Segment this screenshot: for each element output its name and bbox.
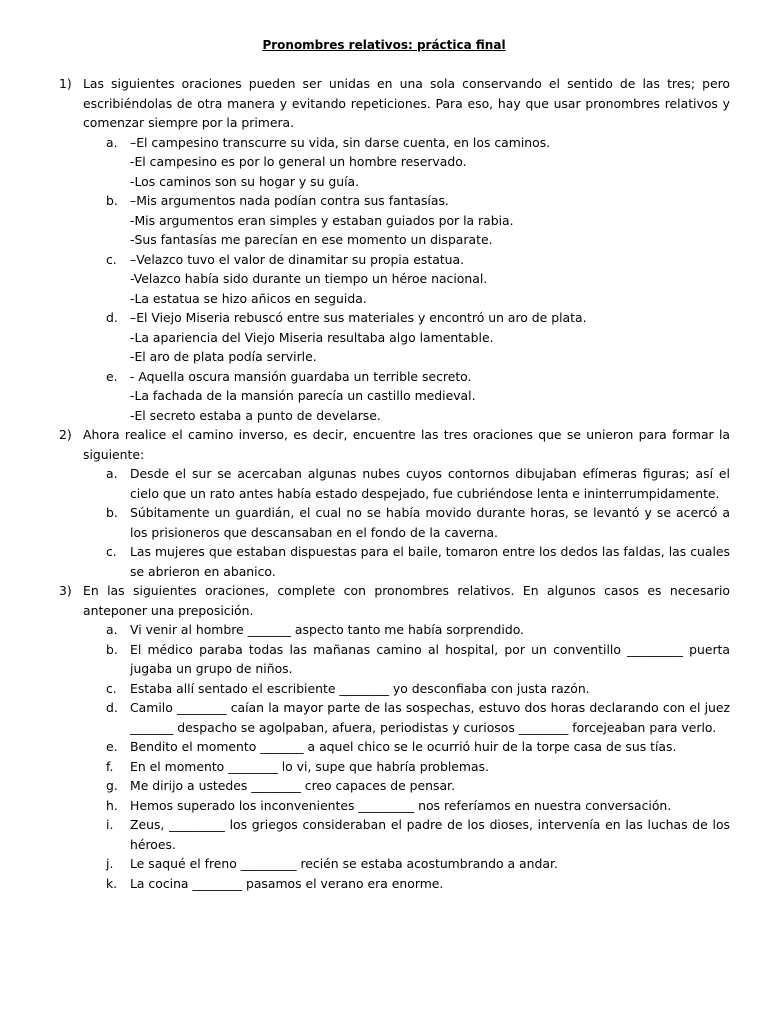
item-text: -Velazco había sido durante un tiempo un héroe nacional.	[130, 271, 488, 286]
exercise-item	[58, 698, 730, 737]
item-letter: b.	[106, 193, 118, 208]
item-text: Hemos superado los inconvenientes _________ nos referíamos en nuestra conversación.	[130, 797, 672, 813]
exercise-item	[58, 776, 730, 796]
item-text: –El Viejo Miseria rebuscó entre sus materiales y encontró un aro de plata.	[130, 310, 587, 325]
section-instructions: Las siguientes oraciones pueden ser unidas en una sola conservando el sentido de las tres; pero escribiéndolas de otra manera y evitando repeticiones. Para eso, hay que usar pronombres relativos y comenzar siempre por la primera.	[83, 76, 730, 130]
item-letter: a.	[106, 466, 118, 481]
item-text: -El aro de plata podía servirle.	[130, 349, 317, 364]
item-letter: d.	[106, 700, 118, 715]
item-text: Le saqué el freno _________ recién se estaba acostumbrando a andar.	[130, 856, 558, 871]
item-text: Las mujeres que estaban dispuestas para el baile, tomaron entre los dedos las faldas, las cuales se abrieron en abanico.	[130, 544, 730, 579]
item-letter: j.	[106, 856, 114, 871]
exercise-section	[58, 425, 730, 464]
item-text: Estaba allí sentado el escribiente ________ yo desconfiaba con justa razón.	[130, 680, 590, 696]
item-text: Súbitamente un guardián, el cual no se había movido durante horas, se levantó y se acercó a los prisioneros que descansaban en el fondo de la caverna.	[130, 505, 730, 540]
item-letter: e.	[106, 368, 118, 384]
item-text: -La estatua se hizo añicos en seguida.	[130, 290, 367, 306]
exercise-section	[58, 74, 730, 133]
exercise-item	[58, 796, 730, 816]
item-text: -Los caminos son su hogar y su guía.	[130, 173, 360, 189]
exercise-item	[58, 367, 730, 426]
exercise-list	[58, 74, 730, 893]
exercise-item	[58, 737, 730, 757]
item-letter: c.	[106, 544, 117, 559]
item-text: –Velazco tuvo el valor de dinamitar su propia estatua.	[130, 251, 465, 267]
item-text: –El campesino transcurre su vida, sin darse cuenta, en los caminos.	[130, 134, 551, 150]
exercise-section	[58, 581, 730, 620]
item-text: Vi venir al hombre _______ aspecto tanto me había sorprendido.	[130, 622, 524, 637]
item-text: -La fachada de la mansión parecía un castillo medieval.	[130, 388, 476, 403]
section-instructions: Ahora realice el camino inverso, es decir, encuentre las tres oraciones que se unieron para formar la siguiente:	[83, 427, 730, 462]
item-text: Zeus, _________ los griegos consideraban el padre de los dioses, intervenía en las luchas de los héroes.	[130, 817, 730, 852]
item-letter: e.	[106, 739, 118, 754]
item-text: -El campesino es por lo general un hombre reservado.	[130, 154, 467, 169]
exercise-item	[58, 815, 730, 854]
section-number: 1)	[59, 76, 72, 91]
exercise-item	[58, 503, 730, 542]
exercise-item	[58, 874, 730, 894]
item-letter: b.	[106, 641, 118, 657]
item-letter: a.	[106, 134, 118, 150]
item-text: Bendito el momento _______ a aquel chico se le ocurrió huir de la torpe casa de sus tías.	[130, 739, 677, 754]
item-letter: c.	[106, 680, 117, 696]
exercise-item	[58, 854, 730, 874]
exercise-item	[58, 133, 730, 192]
exercise-item	[58, 620, 730, 640]
page-title: Pronombres relativos: práctica final	[262, 38, 506, 52]
exercise-item	[58, 308, 730, 367]
item-letter: d.	[106, 310, 118, 325]
item-letter: b.	[106, 505, 118, 520]
item-text: En el momento ________ lo vi, supe que habría problemas.	[130, 758, 489, 774]
exercise-item	[58, 250, 730, 309]
exercise-item	[58, 191, 730, 250]
item-text: –Mis argumentos nada podían contra sus fantasías.	[130, 193, 449, 208]
exercise-item	[58, 679, 730, 699]
item-letter: f.	[106, 758, 114, 774]
section-number: 2)	[59, 427, 72, 442]
item-text: - Aquella oscura mansión guardaba un terrible secreto.	[130, 368, 472, 384]
section-instructions: En las siguientes oraciones, complete con pronombres relativos. En algunos casos es necesario anteponer una preposición.	[83, 583, 730, 618]
item-text: -La apariencia del Viejo Miseria resultaba algo lamentable.	[130, 329, 494, 345]
item-letter: c.	[106, 251, 117, 267]
item-letter: a.	[106, 622, 118, 637]
item-letter: i.	[106, 817, 114, 832]
item-text: Desde el sur se acercaban algunas nubes cuyos contornos dibujaban efímeras figuras; así el cielo que un rato antes había estado despejado, fue cubriéndose lenta e ininterrumpidamente.	[130, 466, 730, 501]
item-text: La cocina ________ pasamos el verano era enorme.	[130, 875, 444, 891]
item-text: -Sus fantasías me parecían en ese momento un disparate.	[130, 232, 493, 247]
item-letter: g.	[106, 778, 118, 793]
item-letter: k.	[106, 875, 118, 891]
item-text: -Mis argumentos eran simples y estaban guiados por la rabia.	[130, 212, 514, 228]
item-letter: h.	[106, 797, 118, 813]
exercise-item	[58, 757, 730, 777]
exercise-item	[58, 640, 730, 679]
item-text: -El secreto estaba a punto de develarse.	[130, 407, 381, 423]
item-text: Me dirijo a ustedes ________ creo capaces de pensar.	[130, 778, 455, 793]
exercise-item	[58, 542, 730, 581]
exercise-item	[58, 464, 730, 503]
item-text: El médico paraba todas las mañanas camino al hospital, por un conventillo _________ puerta jugaba un grupo de niños.	[130, 641, 730, 676]
section-number: 3)	[59, 583, 72, 598]
item-text: Camilo ________ caían la mayor parte de las sospechas, estuvo dos horas declarando con el juez _______ despacho se agolpaban, afuera, periodistas y curiosos ________ forcejeaban para verlo.	[130, 700, 730, 735]
